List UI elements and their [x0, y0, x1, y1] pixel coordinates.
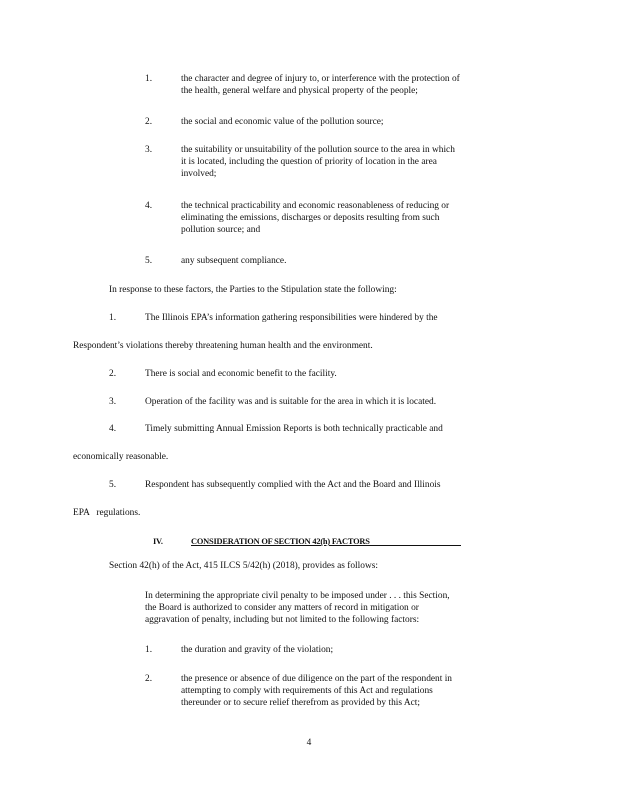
response-number: 4. [109, 424, 117, 434]
quote-line: aggravation of penalty, including but not limited to the following factors: [145, 615, 420, 625]
factor-text-line: any subsequent compliance. [181, 256, 287, 266]
response-number: 2. [109, 369, 117, 379]
factor-text-line: eliminating the emissions, discharges or deposits resulting from such [181, 213, 440, 223]
factor-text-line: pollution source; and [181, 225, 261, 235]
section-intro: Section 42(h) of the Act, 415 ILCS 5/42(h) (2018), provides as follows: [109, 561, 378, 571]
response-continuation: economically reasonable. [73, 452, 169, 462]
factor-text-line: the character and degree of injury to, or interference with the protection of [181, 74, 460, 84]
response-continuation: Respondent’s violations thereby threatening human health and the environment. [73, 341, 373, 351]
response-intro: In response to these factors, the Parties to the Stipulation state the following: [109, 285, 397, 295]
factor-number: 5. [145, 256, 153, 266]
response-text: Operation of the facility was and is suitable for the area in which it is located. [145, 397, 437, 407]
response-text: The Illinois EPA’s information gathering responsibilities were hindered by the [145, 313, 438, 323]
factor-text-line: involved; [181, 169, 217, 179]
response-continuation: EPA regulations. [73, 508, 141, 518]
heading-underline [340, 545, 461, 546]
response-number: 1. [109, 313, 117, 323]
factor-text-line: it is located, including the question of priority of location in the area [181, 157, 437, 167]
response-text: Timely submitting Annual Emission Reports is both technically practicable and [145, 424, 443, 434]
factor-text-line: the social and economic value of the pollution source; [181, 117, 384, 127]
factor-text-line: the presence or absence of due diligence on the part of the respondent in [181, 674, 452, 684]
response-text: Respondent has subsequently complied with the Act and the Board and Illinois [145, 480, 441, 490]
factor-text-line: attempting to comply with requirements of this Act and regulations [181, 686, 433, 696]
factor-number: 2. [145, 674, 153, 684]
quote-line: In determining the appropriate civil penalty to be imposed under . . . this Section, [145, 591, 450, 601]
factor-text-line: the suitability or unsuitability of the pollution source to the area in which [181, 145, 455, 155]
factor-text-line: the technical practicability and economic reasonableness of reducing or [181, 201, 450, 211]
response-number: 3. [109, 397, 117, 407]
quote-line: the Board is authorized to consider any matters of record in mitigation or [145, 603, 419, 613]
section-number: IV. [153, 537, 163, 546]
factor-number: 1. [145, 645, 153, 655]
factor-number: 4. [145, 201, 153, 211]
section-title: CONSIDERATION OF SECTION 42(h) FACTORS [191, 537, 370, 546]
factor-number: 3. [145, 145, 153, 155]
factor-text-line: the health, general welfare and physical property of the people; [181, 86, 418, 96]
response-number: 5. [109, 480, 117, 490]
factor-text-line: the duration and gravity of the violation; [181, 645, 334, 655]
response-text: There is social and economic benefit to the facility. [145, 369, 337, 379]
factor-number: 2. [145, 117, 153, 127]
page-number: 4 [306, 738, 312, 748]
factor-number: 1. [145, 74, 153, 84]
factor-text-line: thereunder or to secure relief therefrom as provided by this Act; [181, 698, 420, 708]
